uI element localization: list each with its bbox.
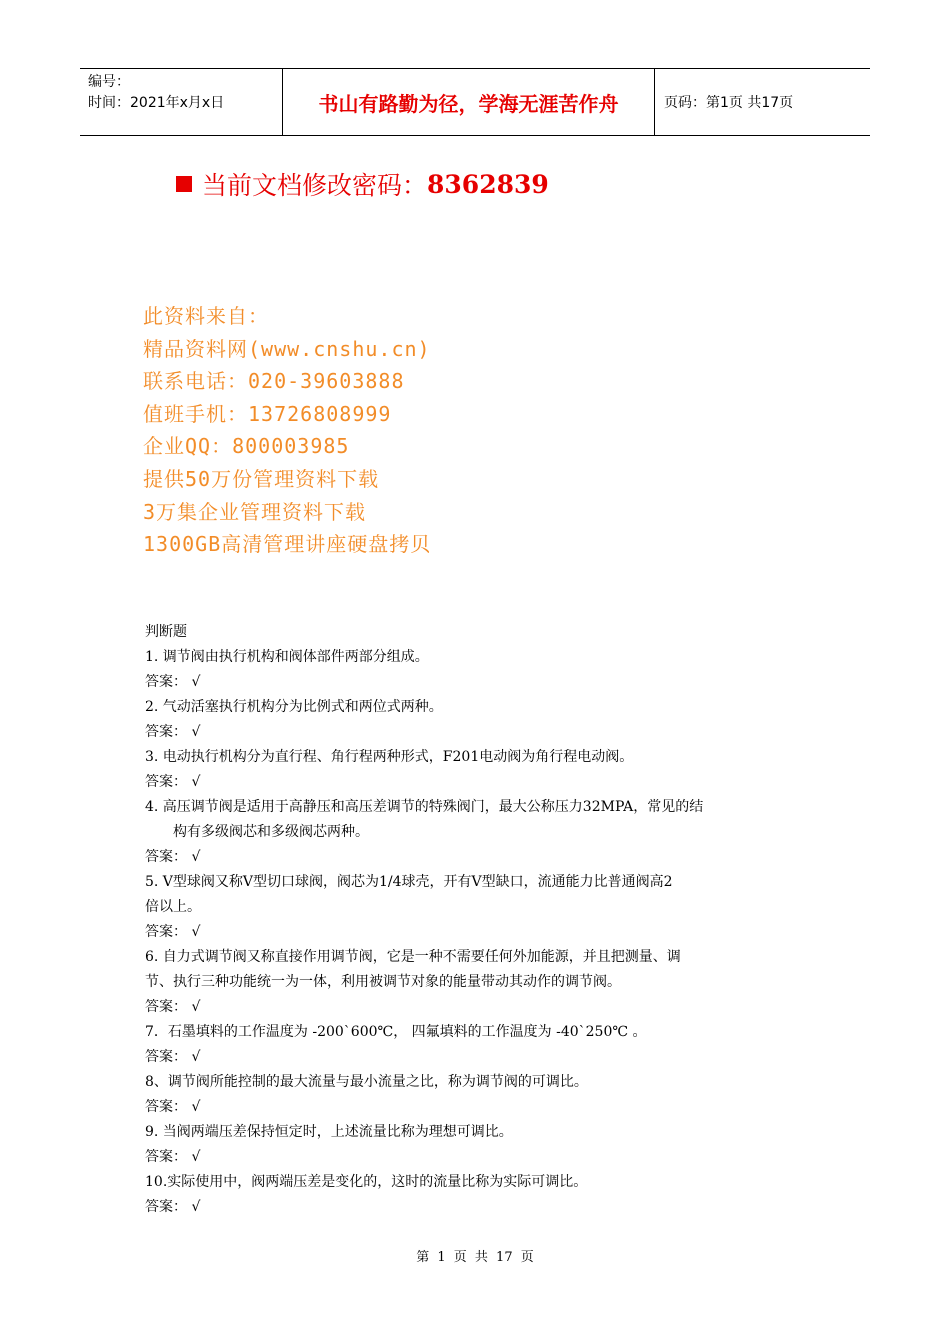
document-time-label: 时间：2021年x月x日 xyxy=(88,95,225,111)
promo-line: 精品资料网(www.cnshu.cn) xyxy=(143,336,431,361)
promo-line: 此资料来自： xyxy=(143,304,269,328)
promo-line: 提供50万份管理资料下载 xyxy=(143,466,380,491)
question-line-continued: 节、执行三种功能统一为一体，利用被调节对象的能量带动其动作的调节阀。 xyxy=(145,974,621,990)
promo-line: 企业QQ：800003985 xyxy=(143,434,350,459)
document-body xyxy=(145,620,815,1220)
answer-line: 答案： √ xyxy=(145,849,201,865)
question-line-continued: 构有多级阀芯和多级阀芯两种。 xyxy=(173,824,369,840)
answer-line: 答案： √ xyxy=(145,724,201,740)
promo-line: 值班手机：13726808999 xyxy=(143,401,392,426)
answer-line: 答案： √ xyxy=(145,1049,201,1065)
answer-line: 答案： √ xyxy=(145,1099,201,1115)
question-line: 6. 自力式调节阀又称直接作用调节阀，它是一种不需要任何外加能源，并且把测量、调 xyxy=(145,949,681,965)
promo-line: 3万集企业管理资料下载 xyxy=(143,499,367,524)
question-line: 3. 电动执行机构分为直行程、角行程两种形式，F201电动阀为角行程电动阀。 xyxy=(145,749,634,765)
answer-line: 答案： √ xyxy=(145,774,201,790)
question-line: 5. V型球阀又称V型切口球阀，阀芯为1/4球壳，开有V型缺口，流通能力比普通阀高2 xyxy=(145,874,673,890)
answer-line: 答案： √ xyxy=(145,999,201,1015)
password-code: 8362839 xyxy=(427,169,549,199)
question-line: 2. 气动活塞执行机构分为比例式和两位式两种。 xyxy=(145,699,443,715)
square-bullet-icon xyxy=(176,176,192,192)
page-footer: 第 1 页 共 17 页 xyxy=(416,1250,534,1265)
question-line: 8、调节阀所能控制的最大流量与最小流量之比，称为调节阀的可调比。 xyxy=(145,1074,588,1090)
answer-line: 答案： √ xyxy=(145,1199,201,1215)
answer-line: 答案： √ xyxy=(145,1149,201,1165)
header-motto: 书山有路勤为径，学海无涯苦作舟 xyxy=(282,69,655,135)
promo-line: 1300GB高清管理讲座硬盘拷贝 xyxy=(143,532,432,557)
header-meta xyxy=(80,69,282,135)
answer-line: 答案： √ xyxy=(145,674,201,690)
question-line: 10.实际使用中，阀两端压差是变化的，这时的流量比称为实际可调比。 xyxy=(145,1174,588,1190)
password-label: 当前文档修改密码： xyxy=(202,171,428,200)
question-line-continued: 倍以上。 xyxy=(145,899,201,915)
question-line: 7．石墨填料的工作温度为 -200`600℃， 四氟填料的工作温度为 -40`250℃ 。 xyxy=(145,1024,647,1040)
header-table xyxy=(80,68,870,136)
password-notice xyxy=(176,166,549,202)
section-title: 判断题 xyxy=(145,624,187,640)
document-number-label: 编号： xyxy=(88,74,130,90)
question-line: 9. 当阀两端压差保持恒定时，上述流量比称为理想可调比。 xyxy=(145,1124,513,1140)
answer-line: 答案： √ xyxy=(145,924,201,940)
promo-line: 联系电话：020-39603888 xyxy=(143,369,405,394)
question-line: 1. 调节阀由执行机构和阀体部件两部分组成。 xyxy=(145,649,429,665)
header-page-info: 页码：第1页 共17页 xyxy=(664,95,794,111)
question-line: 4. 高压调节阀是适用于高静压和高压差调节的特殊阀门，最大公称压力32MPA，常见的结 xyxy=(145,799,704,815)
promo-block xyxy=(143,300,431,561)
